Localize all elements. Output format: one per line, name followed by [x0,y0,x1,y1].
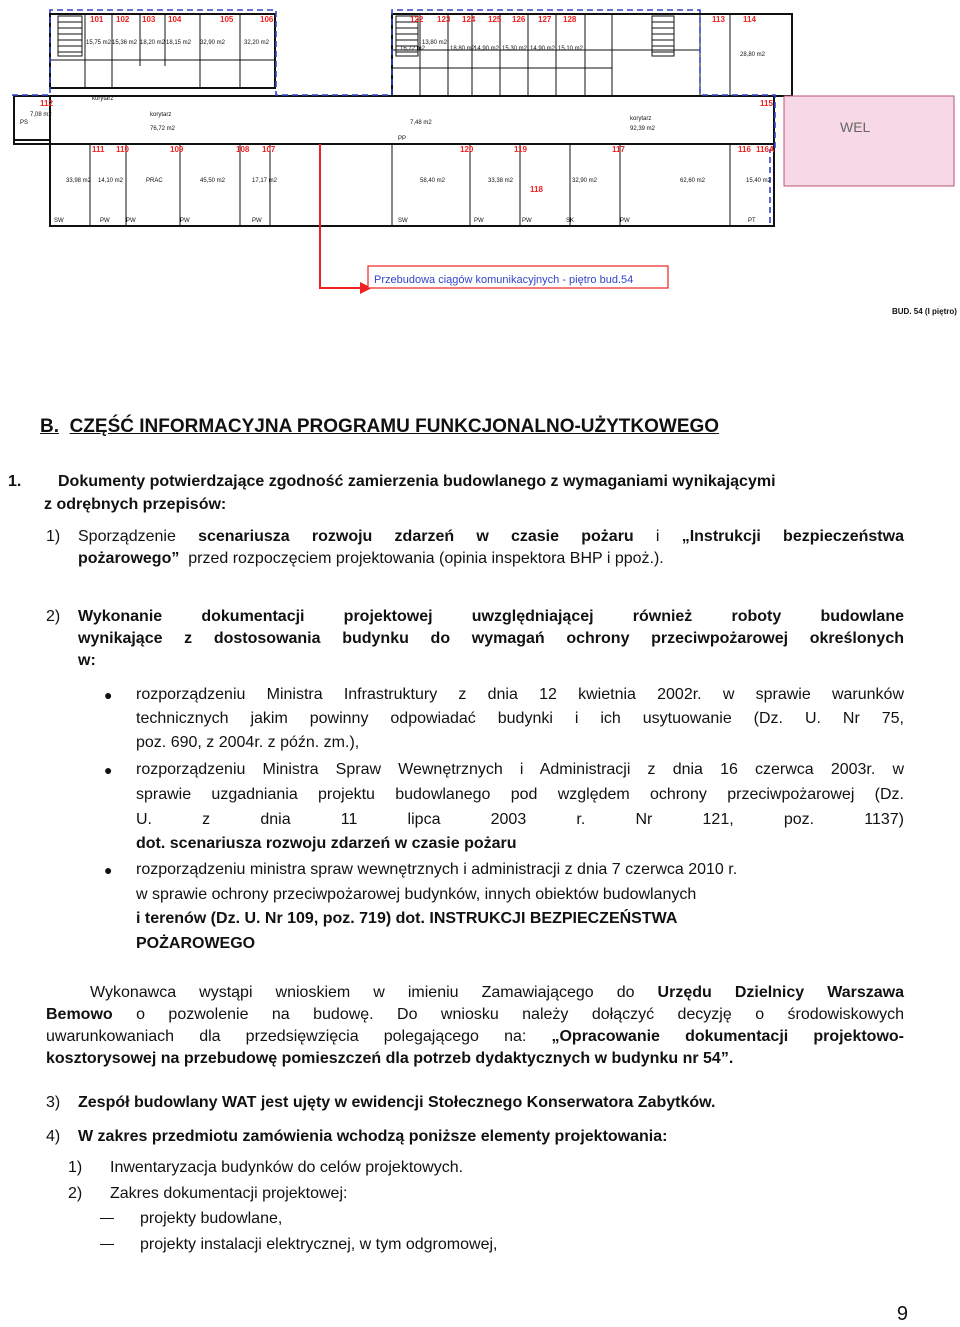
svg-text:103: 103 [142,15,156,24]
svg-text:18,80 m2: 18,80 m2 [450,46,476,52]
sub-item-1-number: 1) [68,1159,83,1176]
heading-title: CZĘŚĆ INFORMACYJNA PROGRAMU FUNKCJONALNO-UŻYTKOWEGO [69,416,720,437]
svg-text:korytarz: korytarz [630,116,652,122]
dash-item-2: projekty instalacji elektrycznej, w tym odgromowej, [140,1236,498,1253]
svg-text:15,36 m2: 15,36 m2 [112,40,138,46]
bullet-2-line-1: rozporządzeniu Ministra Spraw Wewnętrznych i Administracji z dnia 16 czerwca 2003r. w [136,761,904,778]
svg-text:PP: PP [398,136,407,142]
svg-text:14,90 m2: 14,90 m2 [474,46,500,52]
section-1-line-2: z odrębnych przepisów: [44,496,227,513]
sub-item-2-number: 2) [68,1185,83,1202]
svg-text:113: 113 [712,15,725,24]
svg-text:SK: SK [566,218,575,224]
svg-text:18,20 m2: 18,20 m2 [140,40,166,46]
bullet-1-line-3: poz. 690, z 2004r. z późn. zm.), [136,734,360,751]
item-1-line-2 [78,548,960,570]
svg-text:PW: PW [620,218,630,224]
svg-text:123: 123 [437,15,451,24]
svg-text:7,08 m2: 7,08 m2 [30,112,52,118]
svg-text:117: 117 [612,145,625,154]
svg-text:116: 116 [738,145,751,154]
svg-text:115: 115 [760,99,773,108]
svg-text:126: 126 [512,15,526,24]
svg-text:32,90 m2: 32,90 m2 [572,178,598,184]
svg-text:105: 105 [220,15,234,24]
page-number: 9 [896,1303,908,1325]
para-line-2 [46,1004,904,1026]
bullet-2-line-3: U. z dnia 11 lipca 2003 r. Nr 121, poz. 1137) [136,811,904,828]
svg-text:16,72 m2: 16,72 m2 [400,46,426,52]
item-4-number: 4) [46,1128,61,1145]
bullet-2-line-2: sprawie uzgadniania projektu budowlanego pod względem ochrony przeciwpożarowej (Dz. [136,786,904,803]
item-2-line-1: Wykonanie dokumentacji projektowej uwzględniającej również roboty budowlane [78,608,904,625]
item-1-text-a: Sporządzenie [78,528,176,545]
item-1-text-e: pożarowego” [78,550,180,567]
svg-text:PW: PW [252,218,262,224]
item-2-number: 2) [46,608,61,625]
svg-text:PS: PS [20,120,29,126]
svg-text:15,30 m2: 15,30 m2 [502,46,528,52]
svg-text:62,60 m2: 62,60 m2 [680,178,706,184]
svg-text:45,50 m2: 45,50 m2 [200,178,226,184]
svg-text:PW: PW [100,218,110,224]
item-3-text: Zespół budowlany WAT jest ujęty w ewidencji Stołecznego Konserwatora Zabytków. [78,1094,716,1111]
svg-text:7,48 m2: 7,48 m2 [410,120,432,126]
building-label: BUD. 54 (I piętro) [892,307,957,316]
item-3-number: 3) [46,1094,61,1111]
bullet-3-line-4: POŻAROWEGO [136,935,256,952]
svg-text:106: 106 [260,15,274,24]
svg-text:korytarz: korytarz [150,112,172,118]
sub-item-2-text: Zakres dokumentacji projektowej: [110,1185,348,1202]
svg-text:PW: PW [180,218,190,224]
item-1-text-d: „Instrukcji bezpieczeństwa [681,528,904,545]
svg-text:SW: SW [54,218,64,224]
dash-item-1: projekty budowlane, [140,1210,283,1227]
para-text-2b: o pozwolenie na budowę. Do wniosku należy dołączyć decyzję o środowiskowych [136,1006,904,1023]
dash-icon [100,1218,114,1219]
item-4-text: W zakres przedmiotu zamówienia wchodzą poniższe elementy projektowania: [78,1128,668,1145]
svg-text:122: 122 [410,15,424,24]
svg-text:127: 127 [538,15,552,24]
svg-text:110: 110 [116,145,129,154]
heading-prefix: B. [40,416,59,437]
para-line-1 [46,982,904,1004]
svg-text:PRAC: PRAC [146,178,163,184]
svg-text:32,20 m2: 32,20 m2 [244,40,270,46]
svg-text:111: 111 [92,145,105,154]
svg-text:korytarz: korytarz [92,96,114,102]
plan-caption: Przebudowa ciągów komunikacyjnych - piętro bud.54 [374,274,634,286]
item-2-line-3: w: [78,652,96,669]
svg-text:17,17 m2: 17,17 m2 [252,178,278,184]
section-heading [40,416,719,438]
svg-text:15,10 m2: 15,10 m2 [558,46,584,52]
svg-text:102: 102 [116,15,130,24]
floor-plan [0,0,960,330]
bullet-icon: ● [104,762,113,778]
para-text-1b: Urzędu Dzielnicy Warszawa [657,984,904,1001]
bullet-icon: ● [104,687,113,703]
sub-item-1-text: Inwentaryzacja budynków do celów projektowych. [110,1159,464,1176]
svg-text:14,90 m2: 14,90 m2 [530,46,556,52]
svg-text:128: 128 [563,15,577,24]
svg-text:15,75 m2: 15,75 m2 [86,40,112,46]
svg-text:PW: PW [126,218,136,224]
bullet-3-line-3: i terenów (Dz. U. Nr 109, poz. 719) dot. INSTRUKCJI BEZPIECZEŃSTWA [136,910,678,927]
para-text-1a: Wykonawca wystąpi wnioskiem w imieniu Zamawiającego do [90,984,635,1001]
item-1-text-f: przed rozpoczęciem projektowania (opinia inspektora BHP i ppoż.). [188,550,664,567]
para-text-2a: Bemowo [46,1006,113,1023]
svg-text:76,72 m2: 76,72 m2 [150,126,176,132]
svg-text:33,38 m2: 33,38 m2 [488,178,514,184]
svg-text:116A: 116A [756,145,775,154]
dash-icon [100,1244,114,1245]
svg-text:PW: PW [522,218,532,224]
svg-text:109: 109 [170,145,184,154]
svg-text:92,39 m2: 92,39 m2 [630,126,656,132]
svg-text:104: 104 [168,15,182,24]
svg-text:28,80 m2: 28,80 m2 [740,52,766,58]
svg-text:13,80 m2: 13,80 m2 [422,40,448,46]
item-2-line-2: wynikające z dostosowania budynku do wymagań ochrony przeciwpożarowej określonych [78,630,904,647]
svg-text:101: 101 [90,15,104,24]
svg-text:118: 118 [530,185,543,194]
svg-text:18,15 m2: 18,15 m2 [166,40,192,46]
svg-text:108: 108 [236,145,250,154]
svg-text:112: 112 [40,99,53,108]
svg-text:14,10 m2: 14,10 m2 [98,178,124,184]
svg-text:32,90 m2: 32,90 m2 [200,40,226,46]
bullet-3-line-1: rozporządzeniu ministra spraw wewnętrznych i administracji z dnia 7 czerwca 2010 r. [136,861,738,878]
item-1-number: 1) [46,528,61,545]
item-1-text-b: scenariusza rozwoju zdarzeń w czasie pożaru [198,528,634,545]
svg-text:33,98 m2: 33,98 m2 [66,178,92,184]
para-line-4: kosztorysowej na przebudowę pomieszczeń dla potrzeb dydaktycznych w budynku nr 54”. [46,1050,734,1067]
para-line-3 [46,1026,904,1048]
bullet-1-line-1: rozporządzeniu Ministra Infrastruktury z dnia 12 kwietnia 2002r. w sprawie warunków [136,686,904,703]
bullet-icon: ● [104,862,113,878]
bullet-2-line-4: dot. scenariusza rozwoju zdarzeń w czasie pożaru [136,835,517,852]
section-1-number: 1. [8,473,22,490]
svg-text:125: 125 [488,15,502,24]
para-text-3b: „Opracowanie dokumentacji projektowo- [551,1028,904,1045]
svg-text:119: 119 [514,145,527,154]
bullet-1-line-2: technicznych jakim powinny odpowiadać budynki i ich usytuowanie (Dz. U. Nr 75, [136,710,904,727]
svg-text:15,40 m2: 15,40 m2 [746,178,772,184]
wel-label: WEL [840,119,871,135]
svg-text:124: 124 [462,15,476,24]
bullet-3-line-2: w sprawie ochrony przeciwpożarowej budynków, innych obiektów budowlanych [136,886,697,903]
svg-text:PT: PT [748,218,756,224]
svg-text:114: 114 [743,15,756,24]
svg-text:58,40 m2: 58,40 m2 [420,178,446,184]
svg-text:PW: PW [474,218,484,224]
item-1-text-c: i [655,528,660,545]
section-1-line-1: Dokumenty potwierdzające zgodność zamierzenia budowlanego z wymaganiami wynikającymi [58,473,776,490]
svg-text:107: 107 [262,145,276,154]
svg-text:SW: SW [398,218,408,224]
svg-text:120: 120 [460,145,474,154]
para-text-3: uwarunkowaniach dla przedsięwzięcia polegającego na: [46,1028,527,1045]
